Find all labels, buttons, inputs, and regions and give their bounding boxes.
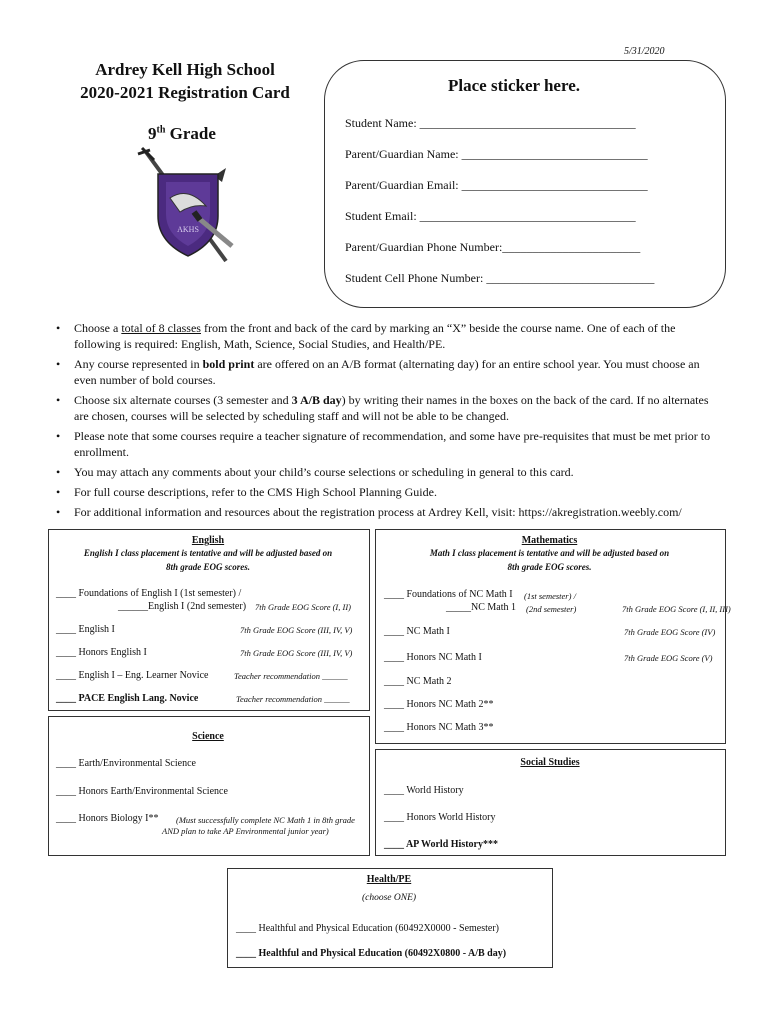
card-title: 2020-2021 Registration Card [80,83,290,102]
course-foundations-nc-math-i[interactable]: ____ Foundations of NC Math I [384,589,513,600]
math-title: Mathematics [521,535,578,546]
course-healthful-pe-semester[interactable]: ____ Healthful and Physical Education (60492X0000 - Semester) [236,923,499,934]
instruction-item: • Any course represented in bold print are offered on an A/B format (alternating day) for an entire school year. You must choose an even number of bold courses. [52,356,724,388]
instructions-list [52,320,724,524]
course-english-i-semester[interactable]: ______English I (2nd semester) [118,601,247,612]
course-foundations-english-i[interactable]: ____ Foundations of English I (1st semester) / [56,588,242,599]
teacher-recommendation[interactable]: Teacher recommendation ______ [236,694,350,704]
health-pe-instruction: (choose ONE) [361,893,417,903]
course-honors-biology-i[interactable]: ____ Honors Biology I** [56,813,159,824]
student-name-field[interactable]: Student Name: ____________________________________ [345,116,636,130]
math-note: Math I class placement is tentative and will be adjusted based on 8th grade EOG scores. [429,548,670,572]
course-honors-english-i[interactable]: ____ Honors English I [56,647,147,658]
course-honors-nc-math-3[interactable]: ____ Honors NC Math 3** [384,722,494,733]
course-healthful-pe-ab-day[interactable]: ____ Healthful and Physical Education (60492X0800 - A/B day) [236,948,507,959]
eog-requirement: 7th Grade EOG Score (V) [624,653,713,663]
course-pace-english[interactable]: ____ PACE English Lang. Novice [56,693,199,704]
student-email-field[interactable]: Student Email: ____________________________________ [345,209,636,223]
social-studies-title: Social Studies [520,757,580,768]
instruction-item: • You may attach any comments about your child’s course selections or scheduling in general to this card. [52,464,724,480]
course-earth-environmental[interactable]: ____ Earth/Environmental Science [56,758,196,769]
course-nc-math-1-semester[interactable]: _____NC Math 1 [446,602,516,613]
course-nc-math-i[interactable]: ____ NC Math I [384,626,450,637]
instruction-item: • For full course descriptions, refer to the CMS High School Planning Guide. [52,484,724,500]
course-world-history[interactable]: ____ World History [384,785,464,796]
teacher-recommendation[interactable]: Teacher recommendation ______ [234,671,348,681]
school-name: Ardrey Kell High School [95,60,275,79]
biology-prerequisite-note: AND plan to take AP Environmental junior year) [162,826,329,836]
course-nc-math-2[interactable]: ____ NC Math 2 [384,676,452,687]
instruction-item: • Please note that some courses require a teacher signature of recommendation, and some have pre-requisites that must be met prior to enrollment. [52,428,724,460]
semester-note: (1st semester) / [524,591,576,601]
science-title: Science [192,731,224,742]
eog-requirement: 7th Grade EOG Score (I, II, III) [622,604,731,614]
semester-note: (2nd semester) [526,604,577,614]
instruction-item: • Choose a total of 8 classes from the front and back of the card by marking an “X” beside the course name. One of each of the following is required: English, Math, Science, Social Studies, and Health/PE. [52,320,724,352]
eog-requirement: 7th Grade EOG Score (III, IV, V) [240,648,353,658]
instruction-item: • For additional information and resources about the registration process at Ardrey Kell, visit: https://akregistration.weebly.com/ [52,504,724,520]
course-honors-nc-math-i[interactable]: ____ Honors NC Math I [384,652,482,663]
english-note: English I class placement is tentative and will be adjusted based on 8th grade EOG scores. [83,548,333,572]
course-honors-world-history[interactable]: ____ Honors World History [384,812,496,823]
instruction-item: • Choose six alternate courses (3 semester and 3 A/B day) by writing their names in the boxes on the back of the card. If no alternates are chosen, courses will be selected by scheduling staff and will not be able to be changed. [52,392,724,424]
parent-email-field[interactable]: Parent/Guardian Email: _______________________________ [345,178,648,192]
course-honors-earth-environmental[interactable]: ____ Honors Earth/Environmental Science [56,786,228,797]
grade-word: Grade [169,124,216,143]
sticker-title: Place sticker here. [448,76,581,95]
date: 5/31/2020 [624,46,665,57]
parent-phone-field[interactable]: Parent/Guardian Phone Number:_______________________ [345,240,641,254]
course-honors-nc-math-2[interactable]: ____ Honors NC Math 2** [384,699,494,710]
english-title: English [191,535,225,546]
grade-label [148,124,216,144]
crest-text: AKHS [177,225,199,234]
course-english-i[interactable]: ____ English I [56,624,115,635]
grade-number: 9 [148,124,157,143]
parent-name-field[interactable]: Parent/Guardian Name: _______________________________ [345,147,648,161]
course-ap-world-history[interactable]: ____ AP World History*** [384,839,498,850]
school-crest-logo [136,146,236,266]
eog-requirement: 7th Grade EOG Score (IV) [624,627,716,637]
health-pe-title: Health/PE [366,874,412,885]
eog-requirement: 7th Grade EOG Score (III, IV, V) [240,625,353,635]
school-title [60,58,310,104]
biology-prerequisite-note: (Must successfully complete NC Math 1 in 8th grade [176,815,355,825]
student-phone-field[interactable]: Student Cell Phone Number: ____________________________ [345,271,655,285]
course-english-learner-novice[interactable]: ____ English I – Eng. Learner Novice [56,670,209,681]
grade-suffix: th [156,124,166,136]
eog-requirement: 7th Grade EOG Score (I, II) [255,602,351,612]
